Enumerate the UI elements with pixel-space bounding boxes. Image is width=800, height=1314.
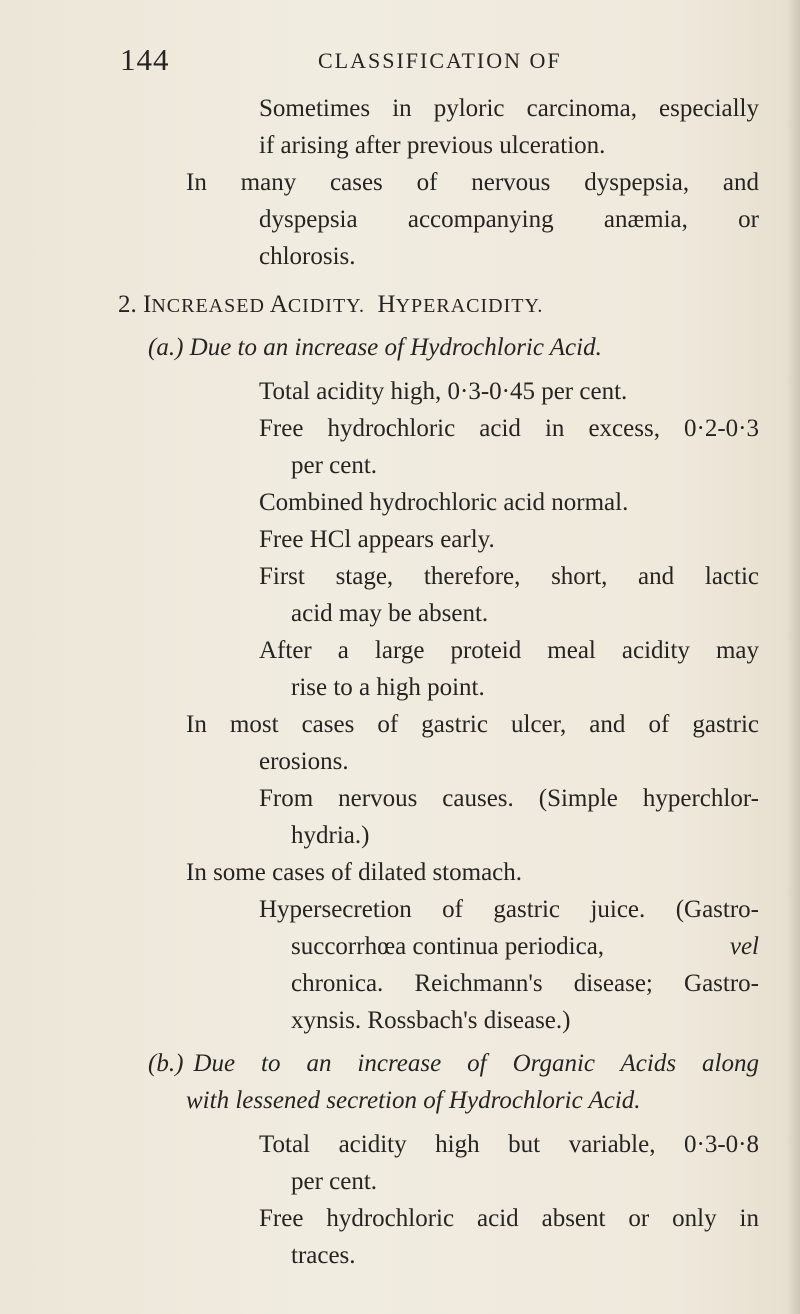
text-line-1: Sometimes in pyloric carcinoma, especially — [259, 95, 759, 122]
text-line-5: chlorosis. — [259, 243, 356, 270]
text-line-4: dyspepsia accompanying anæmia, or — [259, 206, 759, 233]
text-line-23: succorrhœa continua periodica, vel — [291, 933, 759, 960]
text-line-29: per cent. — [291, 1168, 378, 1195]
subsection-title-a: Due to an increase of Hydrochloric Acid. — [189, 334, 602, 361]
text-line-3: In many cases of nervous dyspepsia, and — [186, 169, 759, 196]
subsection-heading-a — [148, 335, 602, 360]
text-line-9: Free hydrochloric acid in excess, 0·2-0·3 — [259, 415, 759, 442]
text-line-15: After a large proteid meal acidity may — [259, 637, 759, 664]
text-line-20: hydria.) — [291, 822, 370, 849]
subsection-label-a: (a.) — [148, 334, 184, 361]
page-edge-shadow — [786, 0, 800, 1314]
subsection-label-b: (b.) — [148, 1050, 184, 1077]
text-line-28: Total acidity high but variable, 0·3-0·8 — [259, 1131, 759, 1158]
page-number: 144 — [120, 42, 170, 77]
text-line-18: erosions. — [259, 748, 349, 775]
text-line-30: Free hydrochloric acid absent or only in — [259, 1205, 759, 1232]
subsection-title-b-line-2: with lessened secretion of Hydrochloric Acid. — [186, 1087, 641, 1114]
subsection-heading-b — [148, 1051, 759, 1076]
running-head: CLASSIFICATION OF — [318, 48, 562, 73]
text-line-17: In most cases of gastric ulcer, and of gastric — [186, 711, 759, 738]
text-line-11: Combined hydrochloric acid normal. — [259, 489, 629, 516]
text-line-24: chronica. Reichmann's disease; Gastro- — [291, 970, 759, 997]
text-line-12: Free HCl appears early. — [259, 526, 495, 553]
text-line-19: From nervous causes. (Simple hyperchlor- — [259, 785, 759, 812]
section-number: 2. — [118, 291, 137, 318]
text-line-21: In some cases of dilated stomach. — [186, 859, 523, 886]
text-line-31: traces. — [291, 1242, 356, 1269]
text-line-13: First stage, therefore, short, and lactic — [259, 563, 759, 590]
text-line-16: rise to a high point. — [291, 674, 485, 701]
text-line-14: acid may be absent. — [291, 600, 489, 627]
subsection-title-b-line-1: Due to an increase of Organic Acids along — [193, 1050, 759, 1077]
text-line-25: xynsis. Rossbach's disease.) — [291, 1007, 571, 1034]
page-header — [0, 42, 800, 82]
text-line-22: Hypersecretion of gastric juice. (Gastro- — [259, 896, 759, 923]
text-line-8: Total acidity high, 0·3-0·45 per cent. — [259, 378, 628, 405]
text-line-2: if arising after previous ulceration. — [259, 132, 606, 159]
section-heading-increased-acidity: 2. INCREASED ACIDITY. HYPERACIDITY. — [118, 291, 544, 318]
text-line-10: per cent. — [291, 452, 378, 479]
